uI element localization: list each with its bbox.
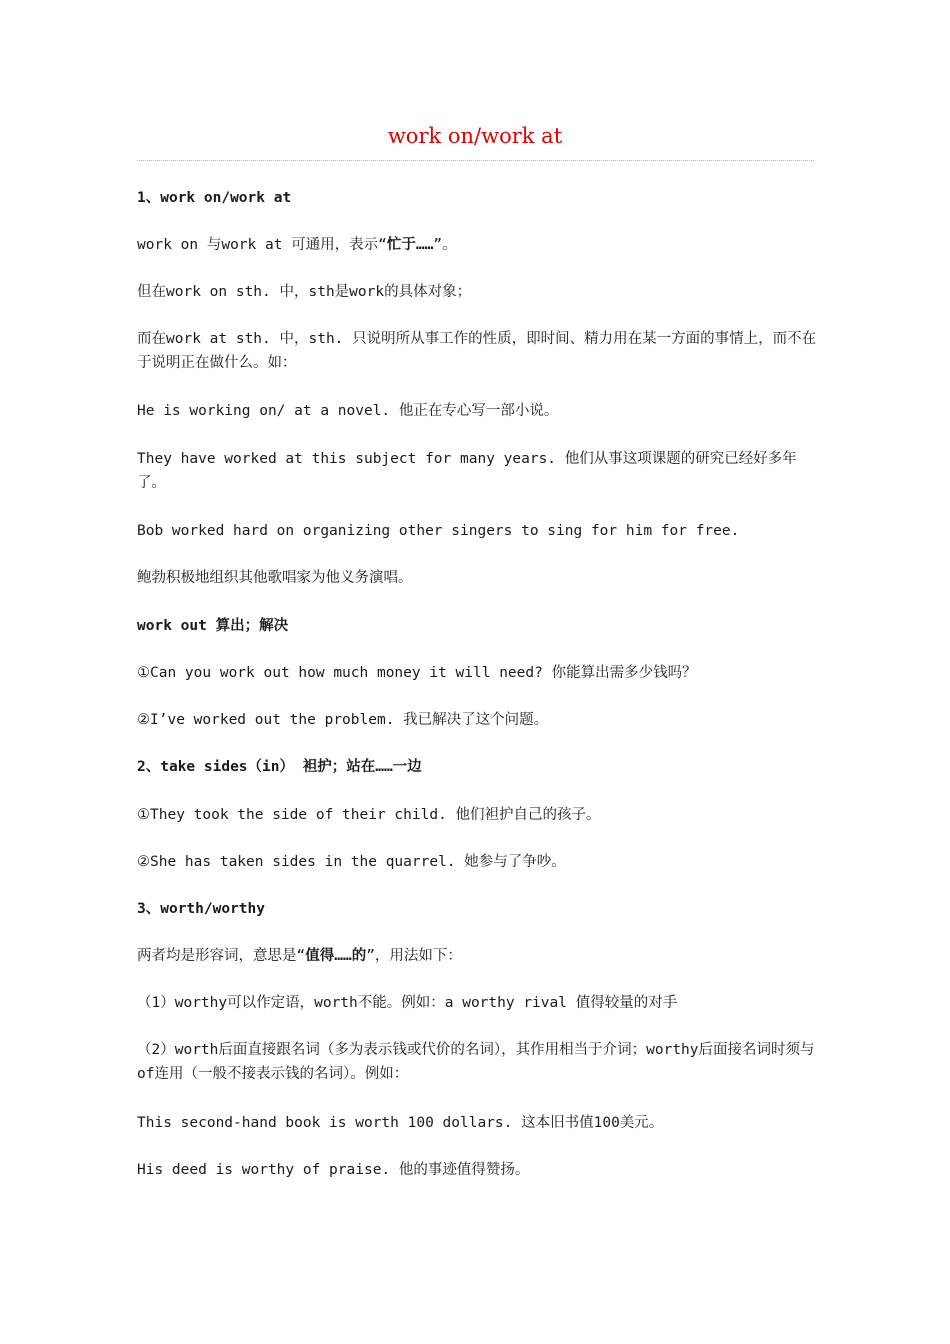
example-translation: 鲍勃积极地组织其他歌唱家为他义务演唱。 — [137, 570, 413, 586]
phrase-heading: work out 算出；解决 — [137, 618, 289, 634]
section-heading-1: 1、work on/work at — [137, 190, 292, 206]
text-span: 两者均是形容词，意思是“ — [137, 948, 306, 964]
example-sentence: ②I’ve worked out the problem. 我已解决了这个问题。 — [137, 712, 549, 728]
paragraph-line: 而在work at sth. 中，sth. 只说明所从事工作的性质，即时间、精力用在某一方面的事情上，而不在于说明正在做什么。如： — [137, 331, 817, 371]
text-span: work on 与work at 可通用，表示“ — [137, 237, 387, 253]
example-sentence: ①They took the side of their child. 他们袒护自己的孩子。 — [137, 807, 601, 823]
paragraph-line: （2）worth后面直接跟名词（多为表示钱或代价的名词），其作用相当于介词；worthy后面接名词时须与of连用（一般不接表示钱的名词）。例如： — [137, 1042, 815, 1082]
paragraph-line — [137, 233, 817, 257]
section-heading-2: 2、take sides（in） 袒护；站在……一边 — [137, 759, 422, 775]
example-sentence: ②She has taken sides in the quarrel. 她参与了争吵。 — [137, 854, 566, 870]
title-divider — [137, 160, 814, 161]
example-sentence: He is working on/ at a novel. 他正在专心写一部小说。 — [137, 403, 559, 419]
example-sentence: Bob worked hard on organizing other singers to sing for him for free. — [137, 523, 740, 539]
paragraph-line: 但在work on sth. 中，sth是work的具体对象； — [137, 284, 472, 300]
paragraph-line: （1）worthy可以作定语，worth不能。例如：a worthy rival 值得较量的对手 — [137, 995, 678, 1011]
paragraph-line — [137, 944, 817, 968]
text-span: ”，用法如下： — [366, 948, 462, 964]
page-title: work on/work at — [387, 124, 563, 148]
example-sentence: His deed is worthy of praise. 他的事迹值得赞扬。 — [137, 1162, 530, 1178]
text-span-bold: 值得……的 — [305, 948, 367, 964]
example-sentence: ①Can you work out how much money it will need? 你能算出需多少钱吗？ — [137, 665, 697, 681]
text-span: ”。 — [433, 237, 457, 253]
text-span-bold: 忙于…… — [386, 237, 434, 253]
example-sentence: They have worked at this subject for many years. 他们从事这项课题的研究已经好多年了。 — [137, 451, 797, 491]
example-sentence: This second-hand book is worth 100 dollars. 这本旧书值100美元。 — [137, 1115, 664, 1131]
section-heading-3: 3、worth/worthy — [137, 901, 265, 917]
